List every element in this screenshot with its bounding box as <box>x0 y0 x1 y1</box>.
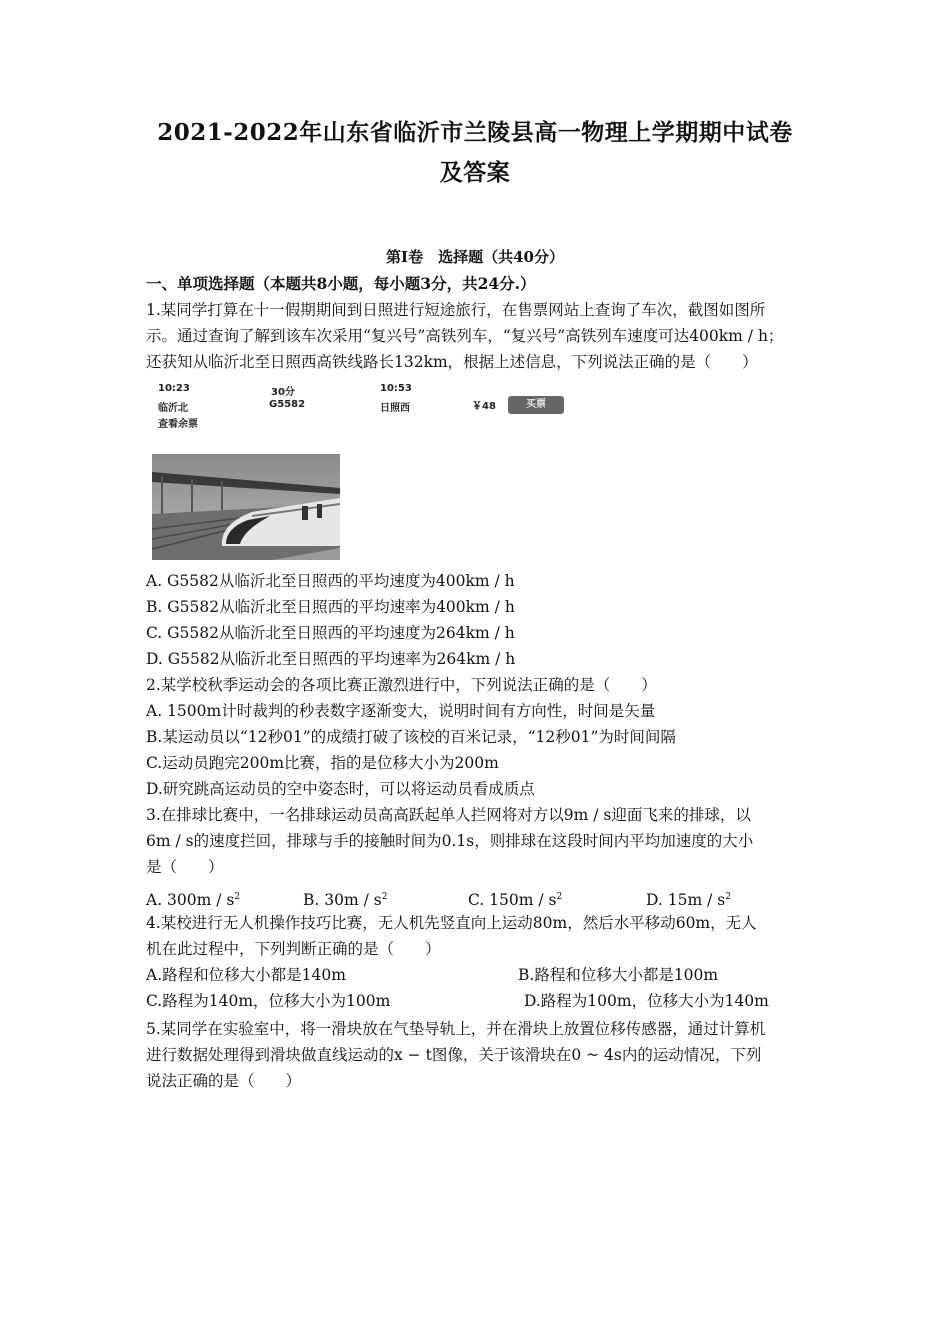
q2-option-b: B.某运动员以“12秒01”的成绩打破了该校的百米记录，“12秒01”为时间间隔 <box>146 728 676 746</box>
q5-stem-line1: 5.某同学在实验室中，将一滑块放在气垫导轨上，并在滑块上放置位移传感器，通过计算机 <box>146 1020 766 1038</box>
q5-stem-line3: 说法正确的是（ ） <box>146 1072 302 1090</box>
departure-station: 临沂北 <box>158 403 188 414</box>
q1-option-b: B. G5582从临沂北至日照西的平均速率为400km / h <box>146 598 515 616</box>
q4-option-a: A.路程和位移大小都是140m <box>146 966 346 984</box>
q4-option-c: C.路程为140m，位移大小为100m <box>146 992 391 1010</box>
q4-stem-line1: 4.某校进行无人机操作技巧比赛，无人机先竖直向上运动80m，然后水平移动60m，无人 <box>146 914 757 932</box>
buy-ticket-button: 买票 <box>508 396 564 414</box>
train-photo <box>152 454 340 560</box>
q3-option-c: C. $150m / s^2$ <box>468 891 563 910</box>
q2-option-a: A. 1500m计时裁判的秒表数字逐渐变大，说明时间有方向性，时间是矢量 <box>146 702 656 720</box>
arrival-time: 10:53 <box>380 383 412 394</box>
q3-option-d: D. $15m / s^2$ <box>646 891 731 910</box>
q4-option-b: B.路程和位移大小都是100m <box>518 966 719 984</box>
q3-stem-line2: 6m / s的速度拦回，排球与手的接触时间为0.1s，则排球在这段时间内平均加速度的大小 <box>146 832 754 850</box>
q1-option-c: C. G5582从临沂北至日照西的平均速度为264km / h <box>146 624 515 642</box>
q2-option-d: D.研究跳高运动员的空中姿态时，可以将运动员看成质点 <box>146 780 535 798</box>
arrival-station: 日照西 <box>380 403 410 414</box>
departure-time: 10:23 <box>158 383 190 394</box>
q1-option-a: A. G5582从临沂北至日照西的平均速度为400km / h <box>146 572 515 590</box>
check-remaining: 查看余票 <box>158 419 198 430</box>
q3-option-b: B. $30m / s^2$ <box>303 891 388 910</box>
q4-option-d: D.路程为100m，位移大小为140m <box>524 992 769 1010</box>
train-number: G5582 <box>269 399 306 410</box>
q1-option-d: D. G5582从临沂北至日照西的平均速率为264km / h <box>146 650 516 668</box>
q1-stem-line2: 示。通过查询了解到该车次采用“复兴号”高铁列车，“复兴号”高铁列车速度可达400km / h； <box>146 327 784 345</box>
q2-option-c: C.运动员跑完200m比赛，指的是位移大小为200m <box>146 754 499 772</box>
q3-stem-line3: 是（ ） <box>146 858 224 876</box>
document-title-line2: 及答案 <box>439 159 511 186</box>
document-title-line1: 2021-2022年山东省临沂市兰陵县高一物理上学期期中试卷 <box>157 119 793 146</box>
q4-stem-line2: 机在此过程中，下列判断正确的是（ ） <box>146 940 441 958</box>
section-title: 第Ⅰ卷 选择题（共40分） <box>386 248 564 266</box>
q3-stem-line1: 3.在排球比赛中，一名排球运动员高高跃起单人拦网将对方以9m / s迎面飞来的排球，以 <box>146 806 751 824</box>
q1-stem-line3: 还获知从临沂北至日照西高铁线路长132km，根据上述信息，下列说法正确的是（ ） <box>146 353 758 371</box>
q3-option-a: A. $300m / s^2$ <box>146 891 241 910</box>
part-title: 一、单项选择题（本题共8小题，每小题3分，共24分.） <box>146 274 536 293</box>
ticket-price: ￥48 <box>472 401 496 412</box>
q1-stem-line1: 1.某同学打算在十一假期期间到日照进行短途旅行，在售票网站上查询了车次，截图如图所 <box>146 301 766 319</box>
ticket-screenshot <box>150 378 580 430</box>
q2-stem: 2.某学校秋季运动会的各项比赛正激烈进行中，下列说法正确的是（ ） <box>146 676 657 694</box>
q5-stem-line2: 进行数据处理得到滑块做直线运动的x − t图像，关于该滑块在0 ~ 4s内的运动情况，下列 <box>146 1046 762 1064</box>
duration: 30分 <box>271 387 295 398</box>
